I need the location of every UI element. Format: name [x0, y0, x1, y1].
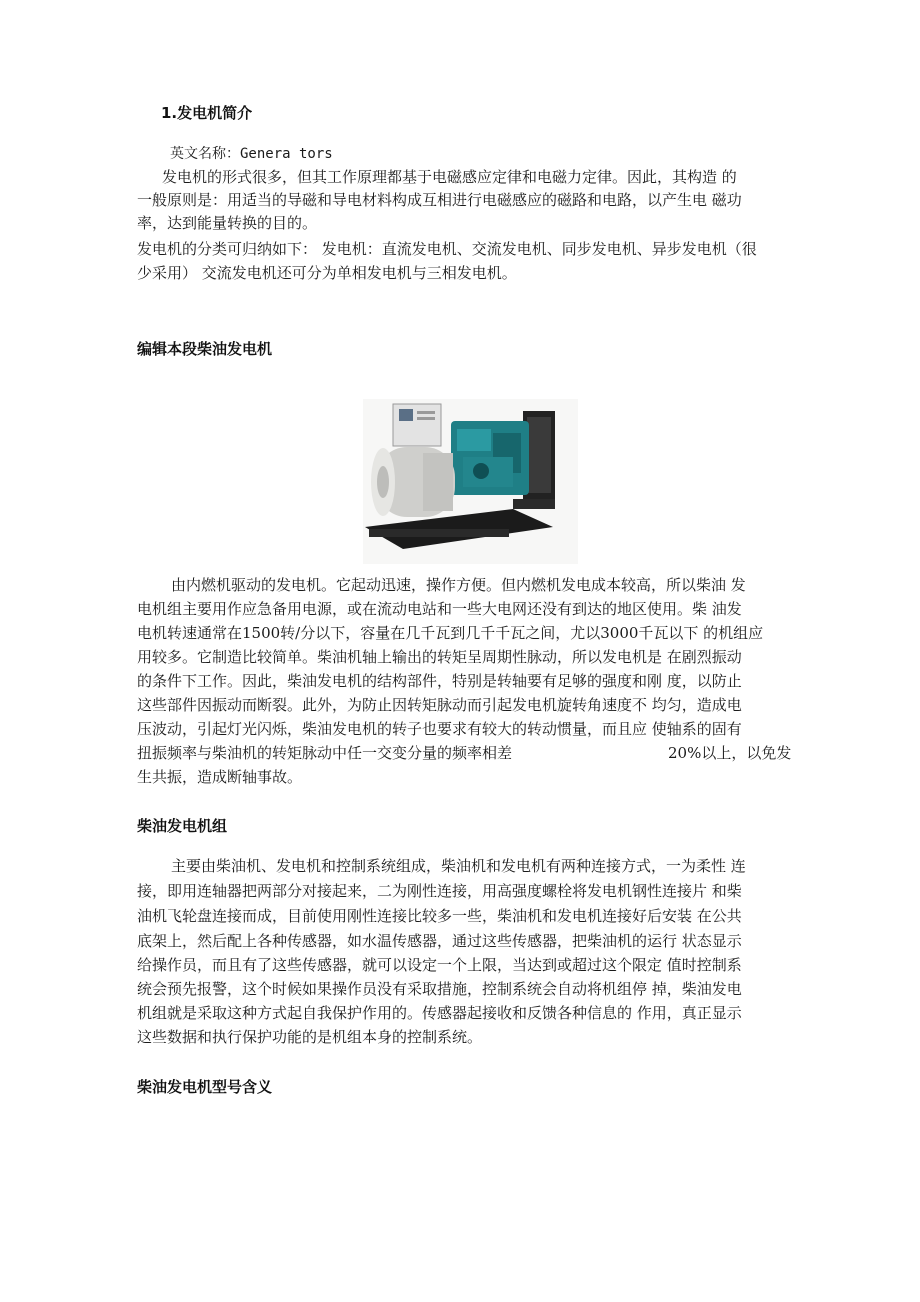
paragraph-line: 由内燃机驱动的发电机。它起动迅速，操作方便。但内燃机发电成本较高，所以柴油 发 — [171, 576, 746, 594]
paragraph-line: 油机飞轮盘连接而成，目前使用刚性连接比较多一些，柴油机和发电机连接好后安装 在公共 — [137, 907, 742, 925]
paragraph-line: 用较多。它制造比较简单。柴油机轴上输出的转矩呈周期性脉动，所以发电机是 在剧烈振动 — [137, 648, 742, 666]
paragraph-line: 发电机的分类可归纳如下： 发电机：直流发电机、交流发电机、同步发电机、异步发电机（很 — [137, 240, 757, 258]
paragraph-line: 这些部件因振动而断裂。此外，为防止因转矩脉动而引起发电机旋转角速度不 均匀，造成电 — [137, 696, 742, 714]
paragraph-line: 扭振频率与柴油机的转矩脉动中任一交变分量的频率相差 — [137, 744, 513, 762]
english-name: 英文名称：Genera tors — [170, 146, 333, 162]
paragraph-line: 电机组主要用作应急备用电源，或在流动电站和一些大电网还没有到达的地区使用。柴 油发 — [137, 600, 742, 618]
paragraph-line: 发电机的形式很多，但其工作原理都基于电磁感应定律和电磁力定律。因此，其构造 的 — [162, 168, 737, 186]
section-title-model: 柴油发电机型号含义 — [137, 1078, 273, 1096]
section-title-diesel: 编辑本段柴油发电机 — [137, 340, 273, 358]
paragraph-line: 机组就是采取这种方式起自我保护作用的。传感器起接收和反馈各种信息的 作用，真正显示 — [137, 1004, 742, 1022]
paragraph-line: 主要由柴油机、发电机和控制系统组成，柴油机和发电机有两种连接方式，一为柔性 连 — [171, 857, 746, 875]
paragraph-line: 统会预先报警，这个时候如果操作员没有采取措施，控制系统会自动将机组停 掉，柴油发电 — [137, 980, 742, 998]
paragraph-line: 这些数据和执行保护功能的是机组本身的控制系统。 — [137, 1028, 483, 1046]
paragraph-line: 一般原则是：用适当的导磁和导电材料构成互相进行电磁感应的磁路和电路，以产生电 磁功 — [137, 191, 742, 209]
paragraph-line: 压波动，引起灯光闪烁，柴油发电机的转子也要求有较大的转动惯量，而且应 使轴系的固有 — [137, 720, 742, 738]
paragraph-line: 接，即用连轴器把两部分对接起来，二为刚性连接，用高强度螺栓将发电机钢性连接片 和柴 — [137, 882, 742, 900]
paragraph-line: 电机转速通常在1500转/分以下，容量在几千瓦到几千千瓦之间，尤以3000千瓦以下 的机组应 — [137, 624, 764, 642]
paragraph-line: 的条件下工作。因此，柴油发电机的结构部件，特别是转轴要有足够的强度和刚 度，以防止 — [137, 672, 742, 690]
section-title-genset: 柴油发电机组 — [137, 817, 228, 835]
diesel-generator-photo — [363, 399, 578, 564]
paragraph-line: 生共振，造成断轴事故。 — [137, 768, 303, 786]
section-title-intro: 1.发电机简介 — [161, 104, 253, 122]
paragraph-line: 给操作员，而且有了这些传感器，就可以设定一个上限，当达到或超过这个限定 值时控制系 — [137, 956, 742, 974]
paragraph-line: 少采用） 交流发电机还可分为单相发电机与三相发电机。 — [137, 264, 517, 282]
paragraph-line: 底架上，然后配上各种传感器，如水温传感器，通过这些传感器，把柴油机的运行 状态显示 — [137, 932, 742, 950]
paragraph-line-fragment: 20%以上，以免发 — [668, 744, 792, 762]
paragraph-line: 率，达到能量转换的目的。 — [137, 214, 318, 232]
